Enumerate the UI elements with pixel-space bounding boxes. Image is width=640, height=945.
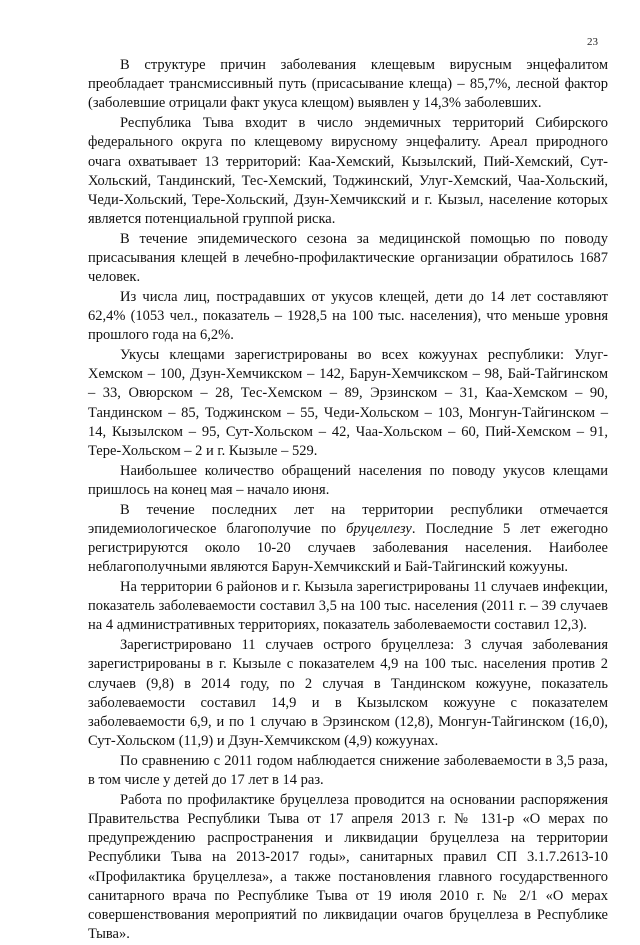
paragraph-children-share: Из числа лиц, пострадавших от укусов клещей, дети до 14 лет составляют 62,4% (1053 чел., показатель – 1928,5 на 100 тыс. населения), что меньше уровня прошлого года на 6,2%. [88, 288, 608, 344]
paragraph-acute-brucellosis: Зарегистрировано 11 случаев острого бруцеллеза: 3 случая заболевания зарегистрированы в г. Кызыле с показателем 4,9 на 100 тыс. населения против 2 случаев (9,8) в 2014 году, по 2 случая в Тандинском кожууне, показатель заболеваемости составил 14,9 и в Кызылском кожууне с показателем заболеваемости 6,9, и по 1 случаю в Эрзинском (12,8), Монгун-Тайгинском (16,0), Сут-Хольском (11,9) и Дзун-Хемчикском (4,9) кожуунах. [88, 637, 608, 750]
page-number: 23 [587, 36, 598, 48]
paragraph-prevention-basis: Работа по профилактике бруцеллеза проводится на основании распоряжения Правительства Республики Тыва от 17 апреля 2013 г. № 131-р «О мерах по предупреждению распространения и ликвидации бруцеллеза на территории Республики Тыва на 2013-2017 годы», санитарных правил СП 3.1.7.2613-10 «Профилактика бруцеллеза», а также постановления главного государственного санитарного врача по Республике Тыва от 19 июля 2010 г. № 2/1 «О мерах совершенствования мероприятий по ликвидации очагов бруцеллеза в Республике Тыва». [88, 791, 608, 943]
brucellosis-term: бруцеллезу [346, 520, 412, 537]
document-body [88, 56, 608, 945]
paragraph-incidence-decline: По сравнению с 2011 годом наблюдается снижение заболеваемости в 3,5 раза, в том числе у детей до 17 лет в 14 раз. [88, 752, 608, 789]
paragraph-tyva-endemic: Республика Тыва входит в число эндемичных территорий Сибирского федерального округа по клещевому вирусному энцефалиту. Ареал природного очага охватывает 13 территорий: Каа-Хемский, Кызылский, Пий-Хемский, Сут-Хольский, Тандинский, Тес-Хемский, Тоджинский, Улуг-Хемский, Чаа-Хольский, Чеди-Хольский, Тере-Хольский, Дзун-Хемчикский и г. Кызыл, население которых является потенциальной группой риска. [88, 115, 608, 228]
brucellosis-text-after: . Последние 5 лет ежегодно регистрируются около 10-20 случаев заболевания населения. Наиболее неблагополучными являются Барун-Хемчикский и Бай-Тайгинский кожууны. [88, 520, 608, 576]
paragraph-tick-bite-visits: В течение эпидемического сезона за медицинской помощью по поводу присасывания клещей в лечебно-профилактические организации обратилось 1687 человек. [88, 230, 608, 286]
paragraph-infection-cases: На территории 6 районов и г. Кызыла зарегистрированы 11 случаев инфекции, показатель заболеваемости составил 3,5 на 100 тыс. населения (2011 г. – 39 случаев на 4 административных территориях, показатель заболеваемости составил 12,3). [88, 578, 608, 634]
paragraph-peak-period: Наибольшее количество обращений населения по поводу укусов клещами пришлось на конец мая – начало июня. [88, 462, 608, 498]
brucellosis-text-before: В течение последних лет на территории республики отмечается эпидемиологическое благополучие по [88, 501, 608, 537]
paragraph-tbe-structure: В структуре причин заболевания клещевым вирусным энцефалитом преобладает трансмиссивный путь (присасывание клеща) – 85,7%, лесной фактор (заболевшие отрицали факт укуса клещом) выявлен у 14,3% заболевших. [88, 57, 608, 112]
paragraph-brucellosis-overview [88, 501, 608, 578]
paragraph-bites-by-district: Укусы клещами зарегистрированы во всех кожуунах республики: Улуг-Хемском – 100, Дзун-Хемчикском – 142, Барун-Хемчикском – 98, Бай-Тайгинском – 33, Овюрском – 28, Тес-Хемском – 89, Эрзинском – 31, Каа-Хемском – 90, Тандинском – 85, Тоджинском – 55, Чеди-Хольском – 103, Монгун-Тайгинском – 14, Кызылском – 95, Сут-Хольском – 42, Чаа-Хольском – 60, Пий-Хемском – 91, Тере-Хольском – 2 и г. Кызыле – 529. [88, 347, 608, 460]
